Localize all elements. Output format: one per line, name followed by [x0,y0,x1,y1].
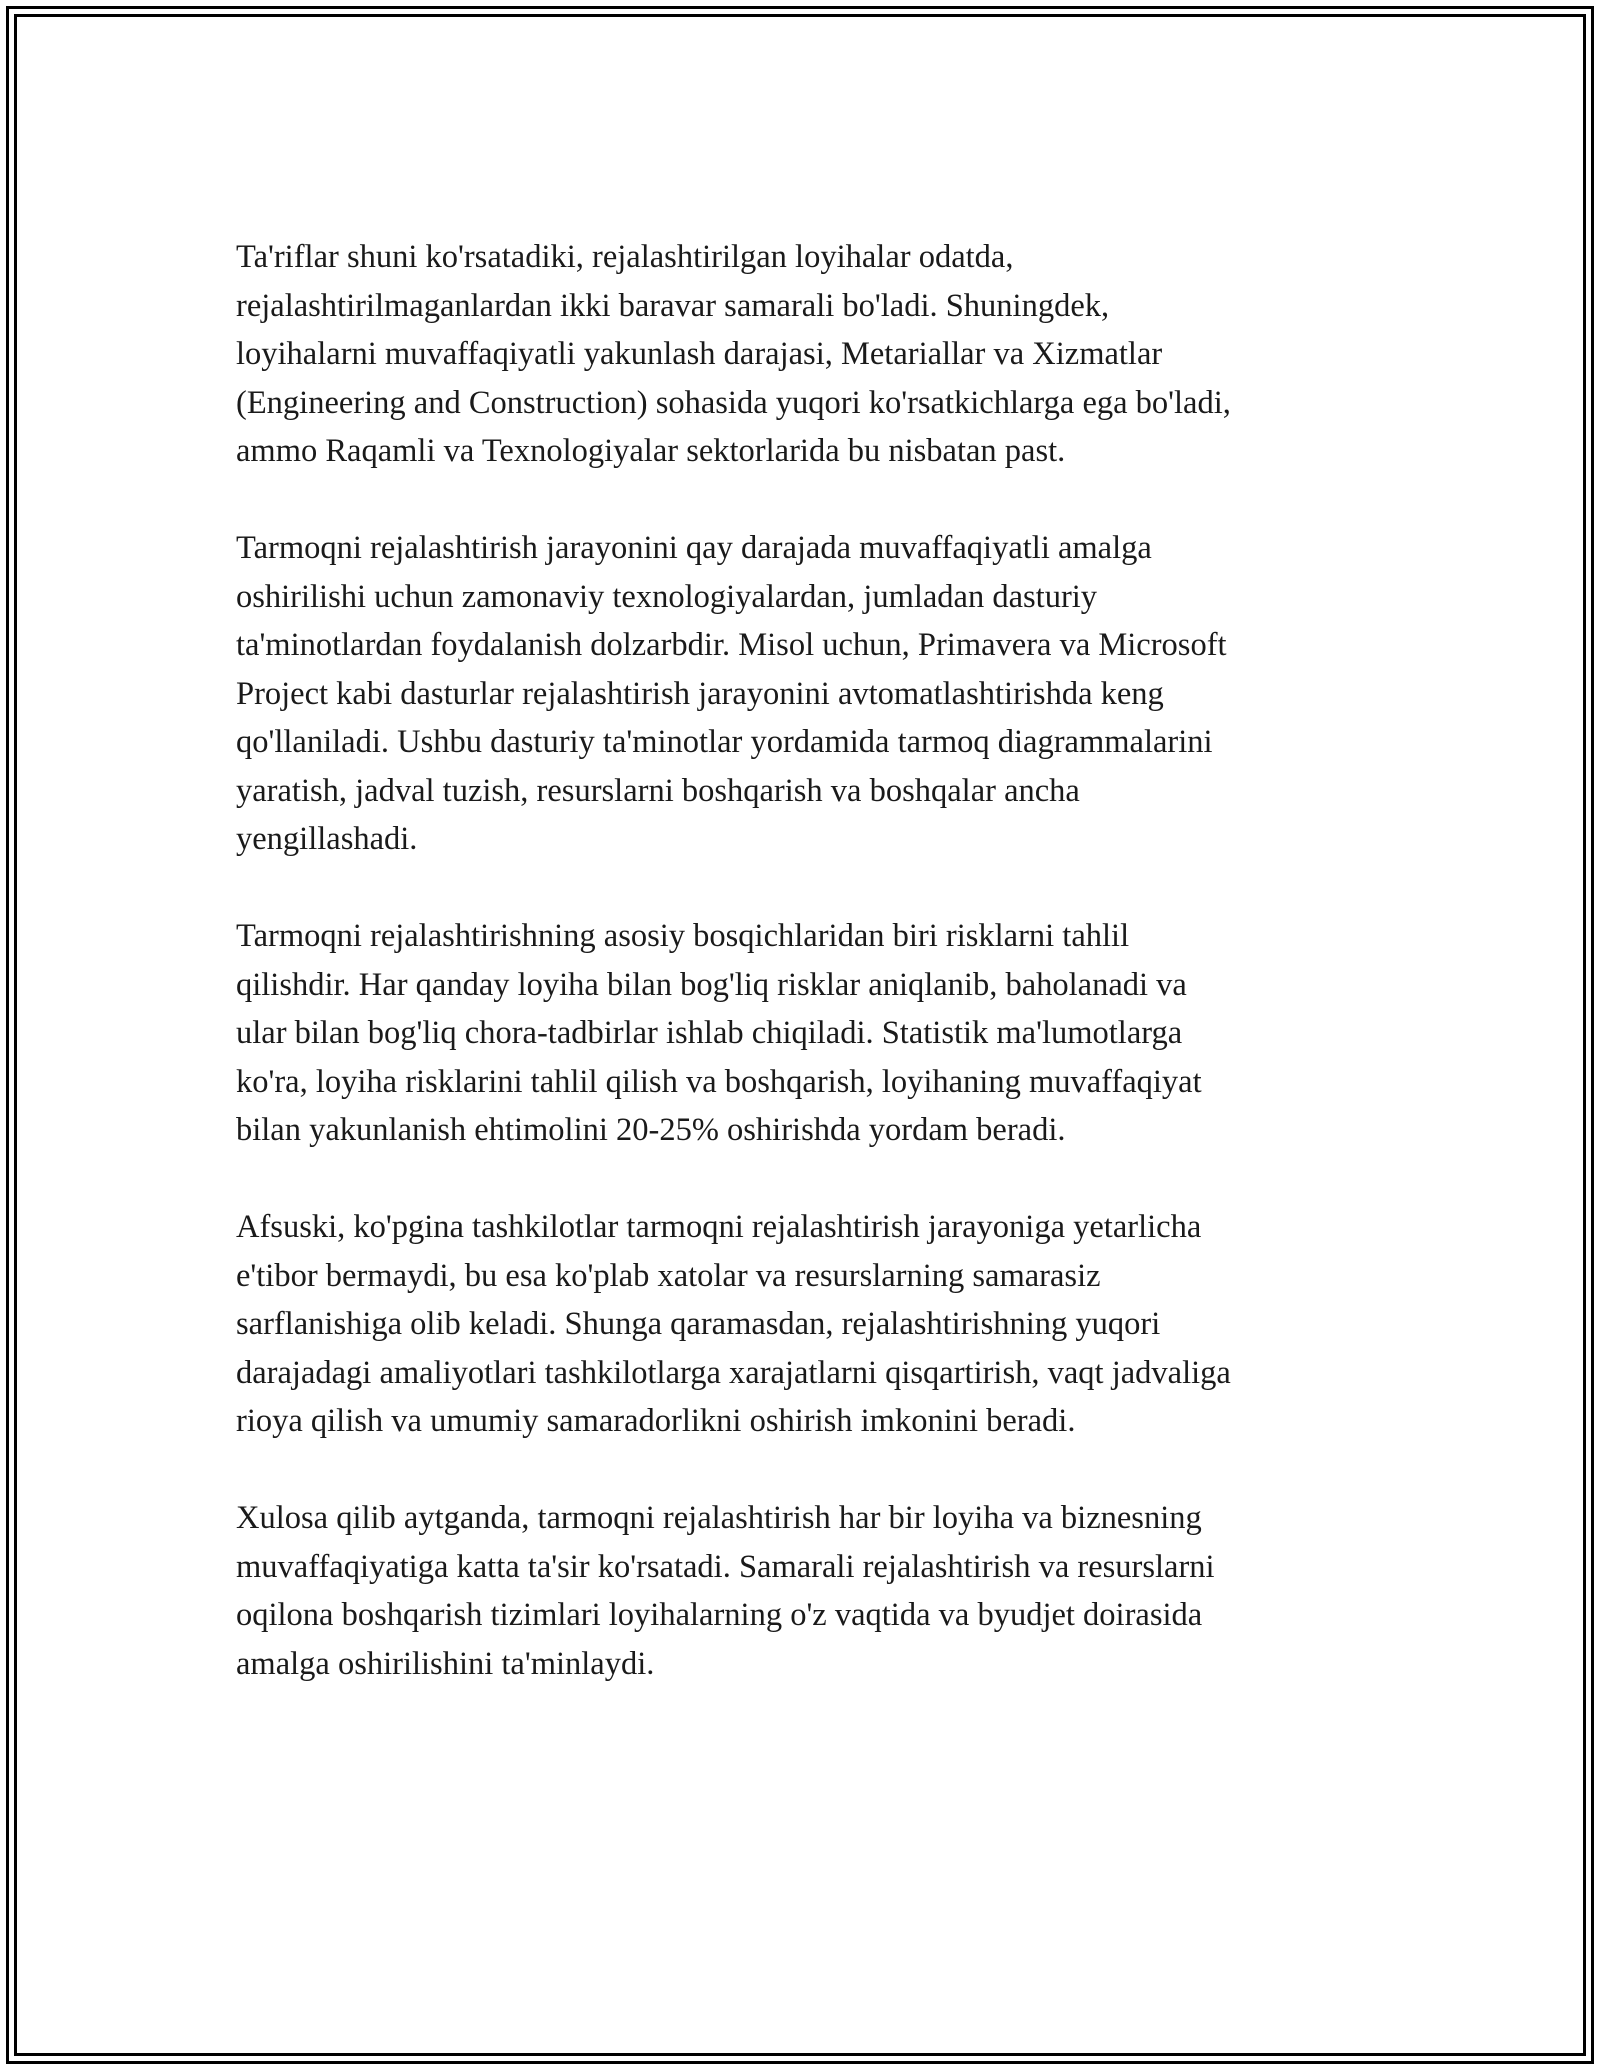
text-line: ta'minotlardan foydalanish dolzarbdir. Misol uchun, Primavera va Microsoft [236,627,1227,663]
text-line: darajadagi amaliyotlari tashkilotlarga xarajatlarni qisqartirish, vaqt jadvaliga [236,1354,1231,1391]
text-line: qilishdir. Har qanday loyiha bilan bog'liq risklar aniqlanib, baholanadi va [236,966,1187,1003]
document-body [236,233,1366,1737]
text-line: Tarmoqni rejalashtirish jarayonini qay darajada muvaffaqiyatli amalga [236,530,1152,566]
text-line: yengillashadi. [236,821,418,857]
text-line: oqilona boshqarish tizimlari loyihalarning o'z vaqtida va byudjet doirasida [236,1597,1203,1633]
text-line: Project kabi dasturlar rejalashtirish jarayonini avtomatlashtirishda keng [236,675,1164,712]
text-line: (Engineering and Construction) sohasida yuqori ko'rsatkichlarga ega bo'ladi, [236,384,1231,421]
text-line: qo'llaniladi. Ushbu dasturiy ta'minotlar yordamida tarmoq diagrammalarini [236,724,1213,760]
text-line: oshirilishi uchun zamonaviy texnologiyalardan, jumladan dasturiy [236,578,1098,615]
paragraph-4 [236,1203,1366,1446]
text-line: Afsuski, ko'pgina tashkilotlar tarmoqni rejalashtirish jarayoniga yetarlicha [236,1209,1202,1245]
text-line: ammo Raqamli va Texnologiyalar sektorlarida bu nisbatan past. [236,433,1066,469]
paragraph-1 [236,233,1366,476]
paragraph-5 [236,1494,1366,1688]
text-line: rejalashtirilmaganlardan ikki baravar samarali bo'ladi. Shuningdek, [236,287,1110,324]
text-line: loyihalarni muvaffaqiyatli yakunlash darajasi, Metariallar va Xizmatlar [236,336,1163,372]
text-line: amalga oshirilishini ta'minlaydi. [236,1645,655,1682]
text-line: sarflanishiga olib keladi. Shunga qaramasdan, rejalashtirishning yuqori [236,1306,1161,1342]
text-line: muvaffaqiyatiga katta ta'sir ko'rsatadi. Samarali rejalashtirish va resurslarni [236,1548,1215,1585]
text-line: rioya qilish va umumiy samaradorlikni oshirish imkonini beradi. [236,1403,1076,1439]
paragraph-2 [236,524,1366,864]
text-line: e'tibor bermaydi, bu esa ko'plab xatolar va resurslarning samarasiz [236,1257,1101,1294]
text-line: Ta'riflar shuni ko'rsatadiki, rejalashtirilgan loyihalar odatda, [236,239,1014,275]
text-line: yaratish, jadval tuzish, resurslarni boshqarish va boshqalar ancha [236,772,1080,809]
text-line: ko'ra, loyiha risklarini tahlil qilish va boshqarish, loyihaning muvaffaqiyat [236,1063,1202,1100]
text-line: ular bilan bog'liq chora-tadbirlar ishlab chiqiladi. Statistik ma'lumotlarga [236,1015,1183,1051]
paragraph-3 [236,912,1366,1155]
text-line: Tarmoqni rejalashtirishning asosiy bosqichlaridan biri risklarni tahlil [236,918,1130,954]
text-line: bilan yakunlanish ehtimolini 20-25% oshirishda yordam beradi. [236,1112,1066,1148]
text-line: Xulosa qilib aytganda, tarmoqni rejalashtirish har bir loyiha va biznesning [236,1500,1202,1536]
